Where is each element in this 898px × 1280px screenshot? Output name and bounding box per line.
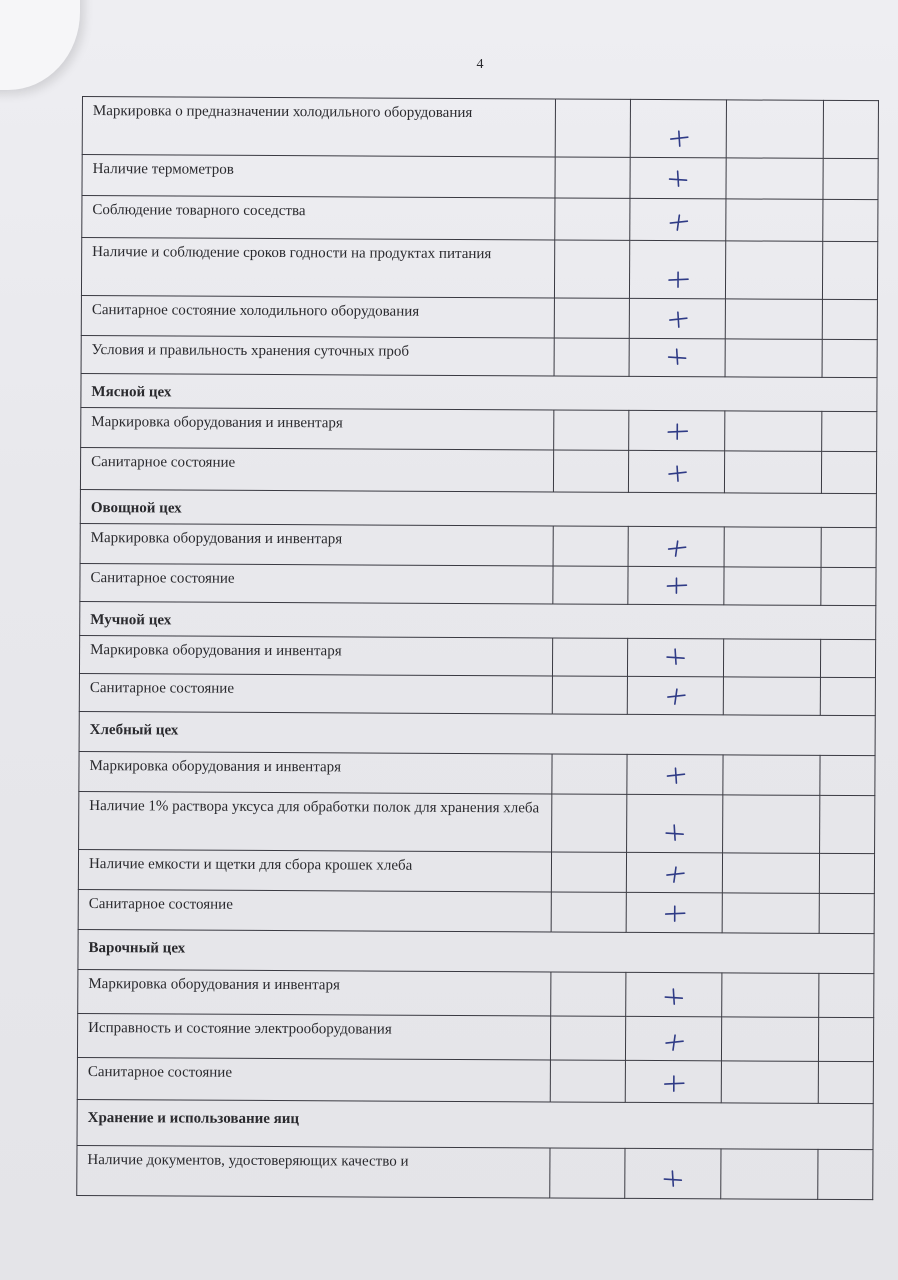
empty-cell (723, 795, 820, 854)
criterion-text: Условия и правильность хранения суточных проб (81, 335, 554, 375)
empty-cell (721, 1149, 818, 1200)
empty-cell (721, 1017, 818, 1062)
handwritten-plus-mark (663, 1031, 685, 1051)
checklist-row (79, 673, 875, 715)
handwritten-plus-mark (663, 863, 685, 883)
empty-cell (721, 1061, 818, 1104)
criterion-text: Маркировка оборудования и инвентаря (79, 635, 552, 675)
empty-cell (553, 566, 628, 604)
checklist-row (82, 155, 878, 200)
section-row (80, 489, 876, 527)
empty-cell (554, 240, 629, 298)
compliance-cell (627, 754, 723, 795)
compliance-cell (629, 240, 725, 299)
handwritten-plus-mark (664, 765, 686, 785)
compliance-cell (627, 794, 723, 853)
empty-cell (819, 973, 874, 1017)
section-title: Мясной цех (81, 373, 877, 411)
empty-cell (552, 794, 627, 852)
empty-cell (822, 299, 877, 339)
criterion-text: Наличие и соблюдение сроков годности на продуктах питания (81, 238, 554, 298)
handwritten-plus-mark (662, 1169, 684, 1189)
compliance-cell (629, 338, 725, 377)
criterion-text: Маркировка оборудования и инвентаря (79, 751, 552, 793)
empty-cell (820, 677, 875, 715)
folded-page-corner (0, 0, 80, 90)
compliance-cell (627, 638, 723, 677)
empty-cell (821, 527, 876, 567)
checklist-row (80, 447, 876, 493)
checklist-row (79, 791, 875, 853)
empty-cell (726, 100, 823, 159)
empty-cell (554, 338, 629, 376)
criterion-text: Маркировка о предназначении холодильного оборудования (82, 97, 555, 157)
compliance-cell (625, 1148, 721, 1199)
empty-cell (551, 892, 626, 932)
empty-cell (820, 795, 875, 853)
checklist-row (80, 563, 876, 605)
empty-cell (724, 567, 821, 606)
section-row (77, 1099, 873, 1149)
handwritten-plus-mark (665, 647, 687, 667)
empty-cell (726, 158, 823, 200)
empty-cell (818, 1149, 873, 1199)
checklist-row (79, 635, 875, 677)
empty-cell (823, 100, 878, 158)
empty-cell (552, 638, 627, 676)
criterion-text: Маркировка оборудования и инвентаря (81, 407, 554, 449)
empty-cell (820, 639, 875, 677)
empty-cell (555, 99, 630, 157)
empty-cell (553, 450, 628, 492)
empty-cell (554, 410, 629, 450)
compliance-cell (628, 566, 724, 605)
empty-cell (555, 157, 630, 198)
checklist-row (77, 1145, 873, 1199)
checklist-row (81, 238, 877, 300)
handwritten-plus-mark (666, 269, 688, 289)
empty-cell (725, 339, 822, 378)
compliance-cell (628, 526, 724, 567)
checklist-row (78, 969, 874, 1017)
criterion-text: Наличие документов, удостоверяющих качество и (77, 1145, 550, 1197)
compliance-cell (629, 298, 725, 339)
checklist-row (77, 1013, 873, 1061)
empty-cell (820, 755, 875, 795)
section-title: Мучной цех (80, 601, 876, 639)
empty-cell (555, 198, 630, 240)
section-row (81, 373, 877, 411)
criterion-text: Маркировка оборудования и инвентаря (78, 969, 551, 1015)
checklist-row (79, 751, 875, 795)
empty-cell (553, 526, 628, 566)
handwritten-plus-mark (664, 823, 686, 843)
criterion-text: Санитарное состояние (79, 673, 552, 713)
page-number: 4 (476, 57, 484, 72)
handwritten-plus-mark (666, 347, 688, 367)
empty-cell (818, 1061, 873, 1103)
handwritten-plus-mark (666, 421, 688, 441)
empty-cell (550, 1016, 625, 1060)
empty-cell (819, 893, 874, 933)
compliance-cell (626, 852, 722, 893)
checklist-row (80, 523, 876, 567)
section-title: Хранение и использование яиц (77, 1099, 873, 1149)
criterion-text: Наличие емкости и щетки для сбора крошек хлеба (78, 849, 551, 891)
compliance-cell (628, 450, 724, 493)
criterion-text: Санитарное состояние холодильного оборудования (81, 295, 554, 337)
empty-cell (821, 567, 876, 605)
compliance-cell (625, 1016, 721, 1061)
empty-cell (723, 755, 820, 796)
empty-cell (822, 241, 877, 299)
criterion-text: Санитарное состояние (77, 1057, 550, 1101)
empty-cell (725, 411, 822, 452)
handwritten-plus-mark (665, 537, 687, 557)
empty-cell (822, 411, 877, 451)
criterion-text: Исправность и состояние электрооборудования (77, 1013, 550, 1059)
empty-cell (551, 852, 626, 892)
checklist-row (77, 1057, 873, 1103)
criterion-text: Санитарное состояние (80, 447, 553, 491)
section-row (79, 711, 875, 755)
empty-cell (552, 754, 627, 794)
checklist-row (82, 97, 878, 159)
empty-cell (554, 298, 629, 338)
empty-cell (723, 639, 820, 678)
compliance-cell (626, 892, 722, 933)
empty-cell (818, 1017, 873, 1061)
empty-cell (723, 677, 820, 716)
empty-cell (722, 973, 819, 1018)
handwritten-plus-mark (662, 1073, 684, 1093)
compliance-cell (627, 676, 723, 715)
criterion-text: Соблюдение товарного соседства (82, 196, 555, 240)
handwritten-plus-mark (667, 211, 689, 231)
compliance-cell (625, 1060, 721, 1103)
empty-cell (724, 451, 821, 494)
checklist-row (81, 335, 877, 377)
empty-cell (823, 199, 878, 241)
empty-cell (726, 199, 823, 242)
section-title: Варочный цех (78, 929, 874, 973)
handwritten-plus-mark (667, 128, 689, 148)
empty-cell (724, 527, 821, 568)
checklist-row (78, 889, 874, 933)
empty-cell (823, 158, 878, 199)
handwritten-plus-mark (664, 685, 686, 705)
compliance-cell (629, 410, 725, 451)
checklist-row (78, 849, 874, 893)
compliance-cell (626, 972, 722, 1017)
checklist-row (81, 407, 877, 451)
compliance-cell (630, 157, 726, 199)
empty-cell (722, 853, 819, 894)
criterion-text: Маркировка оборудования и инвентаря (80, 523, 553, 565)
section-title: Овощной цех (80, 489, 876, 527)
criterion-text: Наличие 1% раствора уксуса для обработки полок для хранения хлеба (79, 791, 552, 851)
empty-cell (550, 1060, 625, 1102)
checklist-row (82, 196, 878, 242)
empty-cell (822, 339, 877, 377)
criterion-text: Наличие термометров (82, 155, 555, 198)
criterion-text: Санитарное состояние (80, 563, 553, 603)
empty-cell (725, 299, 822, 340)
empty-cell (551, 972, 626, 1016)
handwritten-plus-mark (667, 169, 689, 189)
handwritten-plus-mark (663, 987, 685, 1007)
section-title: Хлебный цех (79, 711, 875, 755)
section-row (80, 601, 876, 639)
compliance-cell (630, 99, 726, 158)
empty-cell (819, 853, 874, 893)
checklist-row (81, 295, 877, 339)
handwritten-plus-mark (666, 309, 688, 329)
empty-cell (725, 241, 822, 300)
checklist-table (76, 96, 879, 1200)
handwritten-plus-mark (663, 903, 685, 923)
handwritten-plus-mark (665, 575, 687, 595)
empty-cell (552, 676, 627, 714)
criterion-text: Санитарное состояние (78, 889, 551, 931)
handwritten-plus-mark (665, 463, 687, 483)
inspection-checklist (76, 96, 878, 1200)
section-row (78, 929, 874, 973)
compliance-cell (630, 198, 726, 241)
empty-cell (821, 451, 876, 493)
empty-cell (550, 1148, 625, 1198)
empty-cell (722, 893, 819, 934)
